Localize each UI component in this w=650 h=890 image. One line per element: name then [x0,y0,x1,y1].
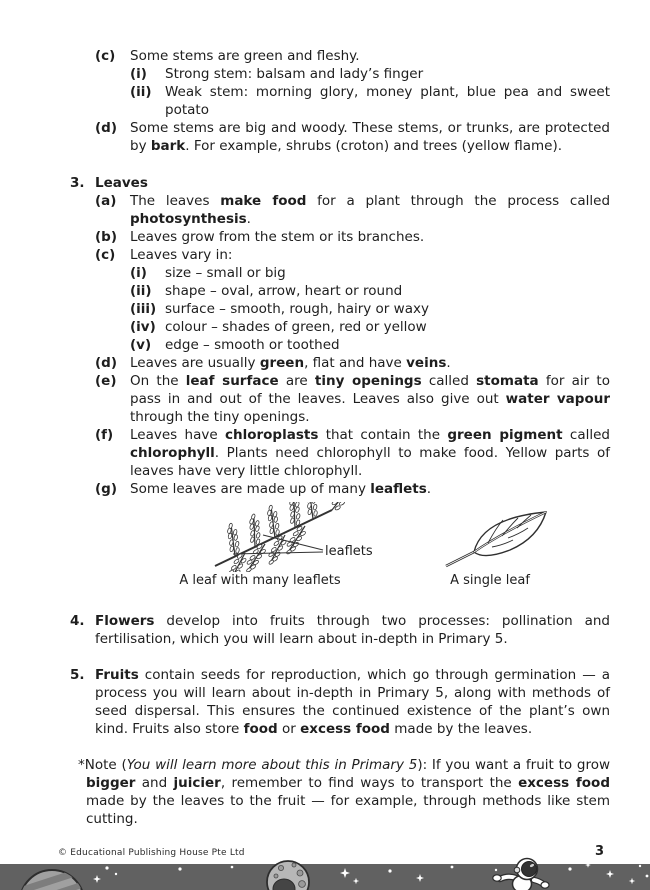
page-number: 3 [594,844,604,859]
item-text: surface – smooth, rough, hairy or waxy [165,301,429,317]
item-text: On the leaf surface are tiny openings called stomata for air to pass in and out of the leaves. Leaves also give out water vapour through the tiny openings. [130,373,610,425]
single-leaf-illustration [440,502,560,572]
item-label: (c) [95,48,116,64]
item-label: (i) [130,265,147,281]
item-text: Leaves are usually green, flat and have veins. [130,355,451,371]
item-text: Some stems are green and fleshy. [130,48,360,64]
item-text: Leaves grow from the stem or its branches. [130,229,425,245]
item-text: Weak stem: morning glory, money plant, blue pea and sweet potato [165,84,610,118]
list-item-3c-iv [130,318,610,336]
section-title: Leaves [95,175,148,191]
list-item-stems-c-ii [130,83,610,119]
item-label: (ii) [130,283,152,299]
page-content [70,47,610,828]
list-item-3c-ii [130,282,610,300]
footer-space-band [0,856,650,890]
list-item-3c-v [130,336,610,354]
list-item-stems-c [95,47,610,65]
list-item-3c-i [130,264,610,282]
item-text: Some stems are big and woody. These stems, or trunks, are protected by bark. For example, shrubs (croton) and trees (yellow flame). [130,120,610,154]
item-label: (c) [95,247,116,263]
figure-leaves [70,502,610,594]
item-text: colour – shades of green, red or yellow [165,319,427,335]
caption-compound-leaf: A leaf with many leaflets [179,573,341,588]
list-item-3g [95,480,610,498]
item-label: (ii) [130,84,152,100]
list-item-3c-iii [130,300,610,318]
item-label: (d) [95,355,118,371]
leaflets-label: leaflets [325,544,373,559]
item-text: The leaves make food for a plant through the process called photosynthesis. [130,193,611,227]
item-label: (v) [130,337,152,353]
item-number: 4. [70,613,85,629]
copyright-text: © Educational Publishing House Pte Ltd [58,848,245,858]
item-label: (d) [95,120,118,136]
item-text: Leaves vary in: [130,247,233,263]
compound-leaf-illustration [205,502,375,572]
list-item-stems-c-i [130,65,610,83]
list-item-4 [70,612,610,648]
caption-single-leaf: A single leaf [450,573,530,588]
section-3-header [70,174,610,192]
item-label: (a) [95,193,117,209]
item-text: Strong stem: balsam and lady’s finger [165,66,424,82]
list-item-3a [95,192,610,228]
section-number: 3. [70,175,85,191]
list-item-3e [95,372,610,426]
item-label: (b) [95,229,118,245]
item-label: (f) [95,427,114,443]
list-item-stems-d [95,119,610,155]
list-item-3d [95,354,610,372]
list-item-5 [70,666,610,738]
item-text: Leaves have chloroplasts that contain the green pigment called chlorophyll. Plants need chlorophyll to make food. Yellow parts of leaves have very little chlorophyll. [130,427,610,479]
item-text: Some leaves are made up of many leaflets. [130,481,432,497]
item-text: Flowers develop into fruits through two processes: pollination and fertilisation, which you will learn about in-depth in Primary 5. [95,613,610,647]
item-label: (g) [95,481,118,497]
item-label: (e) [95,373,117,389]
item-label: (i) [130,66,147,82]
item-label: (iv) [130,319,156,335]
list-item-3c [95,246,610,264]
note-paragraph: *Note (You will learn more about this in Primary 5): If you want a fruit to grow bigger and juicier, remember to find ways to transport the excess food made by the leaves to the fruit — for example, through methods like stem cutting. [78,757,611,827]
item-text: shape – oval, arrow, heart or round [165,283,403,299]
item-text: size – small or big [165,265,286,281]
list-item-3f [95,426,610,480]
item-label: (iii) [130,301,157,317]
item-number: 5. [70,667,85,683]
list-item-3b [95,228,610,246]
item-text: Fruits contain seeds for reproduction, which go through germination — a process you will learn about in-depth in Primary 5, along with methods of seed dispersal. This ensures the continued existence of the plant’s own kind. Fruits also store food or excess food made by the leaves. [95,667,610,737]
item-text: edge – smooth or toothed [165,337,340,353]
